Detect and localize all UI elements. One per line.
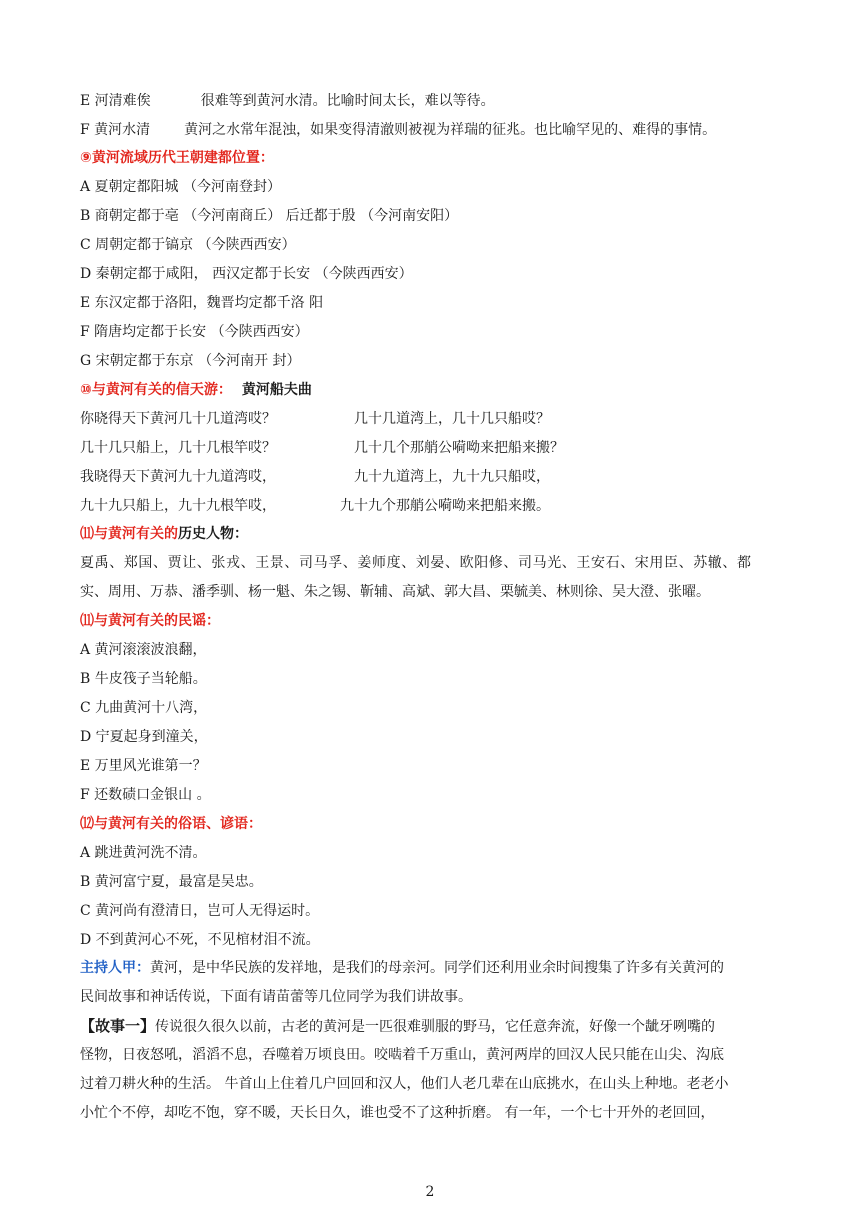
- list-item: E 东汉定都于洛阳，魏晋均定都千洛 阳: [80, 295, 324, 311]
- song-line-left: 几十几只船上，几十几根竿哎？: [80, 440, 276, 456]
- idiom-term: F 黄河水清: [80, 122, 151, 138]
- list-item: C 周朝定都于镐京 （今陕西西安）: [80, 237, 296, 253]
- list-item: D 宁夏起身到潼关，: [80, 729, 208, 745]
- host-text: 黄河，是中华民族的发祥地，是我们的母亲河。同学们还利用业余时间搜集了许多有关黄河的: [150, 960, 724, 976]
- list-item: G 宋朝定都于东京 （今河南开 封）: [80, 353, 301, 369]
- story-paragraph-line: 过着刀耕火种的生活。 牛首山上住着几户回回和汉人，他们人老几辈在山底挑水，在山头上种地。老老小: [80, 1076, 729, 1092]
- idiom-term: E 河清难俟: [80, 93, 151, 109]
- list-item: B 黄河富宁夏，最富是吴忠。: [80, 874, 263, 890]
- story-paragraph-line: [80, 1016, 715, 1036]
- list-item: F 隋唐均定都于长安 （今陕西西安）: [80, 324, 309, 340]
- list-item: D 不到黄河心不死，不见棺材泪不流。: [80, 932, 320, 948]
- list-item: B 牛皮筏子当轮船。: [80, 671, 207, 687]
- section-heading-capitals: ⑨黄河流域历代王朝建都位置：: [80, 150, 274, 166]
- host-label: 主持人甲：: [80, 960, 150, 976]
- section-heading-xintianyou: [80, 380, 312, 400]
- story-text: 传说很久很久以前，古老的黄河是一匹很难驯服的野马，它任意奔流，好像一个龇牙咧嘴的: [155, 1019, 716, 1035]
- story-paragraph-line: 怪物，日夜怒吼，滔滔不息，吞噬着万顷良田。咬啮着千万重山，黄河两岸的回汉人民只能在山尖、沟底: [80, 1047, 724, 1063]
- song-line-right: 几十几个那艄公嗬呦来把船来搬？: [354, 440, 564, 456]
- song-row: [80, 409, 276, 429]
- section-title: ⑾与黄河有关的: [80, 526, 178, 542]
- figures-line: 实、周用、万恭、潘季驯、杨一魁、朱之锡、靳辅、高斌、郭大昌、栗毓美、林则徐、吴大澄、张曜。: [80, 584, 710, 600]
- list-item: A 黄河滚滚波浪翻，: [80, 642, 207, 658]
- section-heading-proverbs: ⑿与黄河有关的俗语、谚语：: [80, 816, 262, 832]
- figures-line: 夏禹、郑国、贾让、张戎、王景、司马孚、姜师度、刘晏、欧阳修、司马光、王安石、宋用臣、苏辙、都: [80, 555, 752, 571]
- idiom-f: [80, 120, 716, 140]
- song-line-left: 你晓得天下黄河几十几道湾哎？: [80, 411, 276, 427]
- song-line-left: 我晓得天下黄河九十九道湾哎，: [80, 469, 276, 485]
- list-item: E 万里风光谁第一？: [80, 758, 207, 774]
- section-heading-ballads: ⑾与黄河有关的民谣：: [80, 613, 220, 629]
- idiom-meaning: 黄河之水常年混浊，如果变得清澈则被视为祥瑞的征兆。也比喻罕见的、难得的事情。: [184, 122, 717, 138]
- song-line-left: 九十九只船上，九十九根竿哎，: [80, 498, 276, 514]
- list-item: D 秦朝定都于咸阳， 西汉定都于长安 （今陕西西安）: [80, 266, 413, 282]
- page-number: 2: [425, 1184, 435, 1200]
- idiom-meaning: 很难等到黄河水清。比喻时间太长，难以等待。: [200, 93, 495, 109]
- story-paragraph-line: 小忙个不停，却吃不饱，穿不暖，天长日久，谁也受不了这种折磨。 有一年，一个七十开外的老回回，: [80, 1105, 715, 1121]
- song-line-right: 几十几道湾上，几十几只船哎？: [354, 411, 550, 427]
- list-item: A 跳进黄河洗不清。: [80, 845, 207, 861]
- song-line-right: 九十九个那艄公嗬呦来把船来搬。: [340, 498, 550, 514]
- list-item: C 九曲黄河十八湾，: [80, 700, 208, 716]
- song-title: 黄河船夫曲: [241, 382, 312, 398]
- idiom-e: [80, 91, 495, 111]
- section-title-tail: 历史人物：: [178, 526, 248, 542]
- story-label: 【故事一】: [80, 1017, 156, 1035]
- section-title: ⑩与黄河有关的信天游：: [80, 382, 232, 398]
- list-item: A 夏朝定都阳城 （今河南登封）: [80, 179, 282, 195]
- host-paragraph-line: 民间故事和神话传说，下面有请苗蕾等几位同学为我们讲故事。: [80, 989, 472, 1005]
- host-paragraph-line: [80, 958, 724, 978]
- list-item: F 还数碛口金银山 。: [80, 787, 211, 803]
- song-line-right: 九十九道湾上，九十九只船哎，: [354, 469, 550, 485]
- list-item: C 黄河尚有澄清日，岂可人无得运时。: [80, 903, 320, 919]
- section-heading-figures: [80, 524, 248, 544]
- list-item: B 商朝定都于亳 （今河南商丘） 后迁都于殷 （今河南安阳）: [80, 208, 459, 224]
